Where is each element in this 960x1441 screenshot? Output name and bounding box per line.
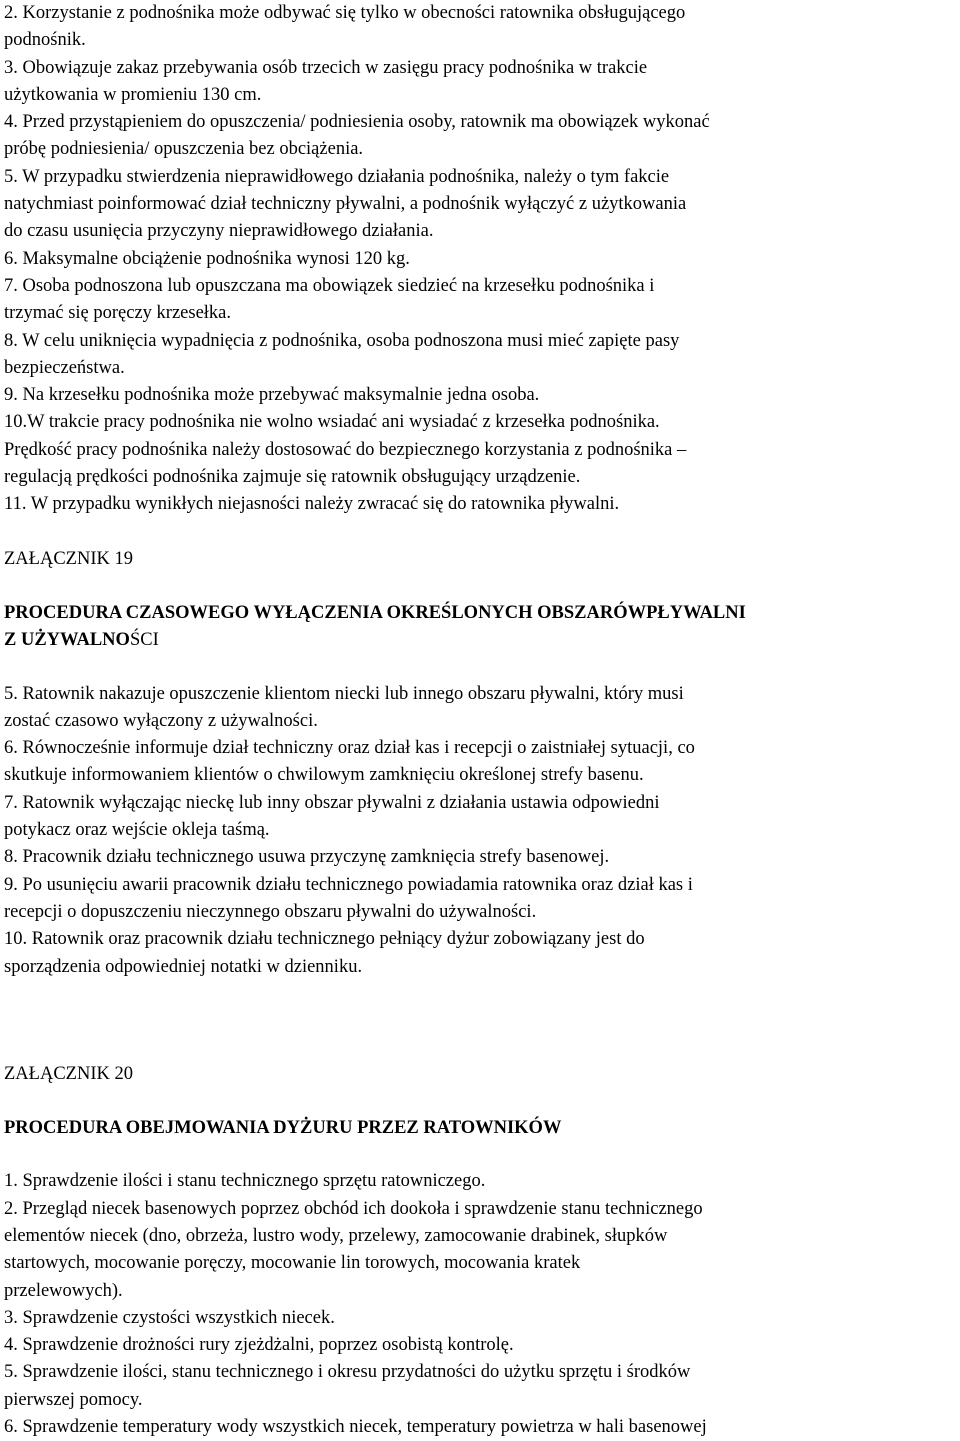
annex-19-title <box>4 600 960 655</box>
list-item: 1. Sprawdzenie ilości i stanu technicznego sprzętu ratowniczego. <box>4 1171 486 1192</box>
list-item: 7. Osoba podnoszona lub opuszczana ma obowiązek siedzieć na krzesełku podnośnika i trzymać się poręczy krzesełka. <box>4 275 655 324</box>
list-item: 7. Ratownik wyłączając nieckę lub inny obszar pływalni z działania ustawia odpowiedni potykacz oraz wejście okleja taśmą. <box>4 792 660 841</box>
list-item: 6. Równocześnie informuje dział techniczny oraz dział kas i recepcji o zaistniałej sytuacji, co skutkuje informowaniem klientów o chwilowym zamknięciu określonej strefy basenu. <box>4 738 695 786</box>
list-item: 6. Sprawdzenie temperatury wody wszystkich niecek, temperatury powietrza w hali basenowej <box>4 1417 707 1438</box>
spacer <box>4 1142 960 1168</box>
list-item: 5. Sprawdzenie ilości, stanu technicznego i okresu przydatności do użytku sprzętu i środków pierwszej pomocy. <box>4 1362 691 1410</box>
spacer <box>4 1088 960 1115</box>
list-item: 2. Korzystanie z podnośnika może odbywać się tylko w obecności ratownika obsługującego podnośnik. <box>4 3 686 51</box>
list-item: 10. Ratownik oraz pracownik działu technicznego pełniący dyżur zobowiązany jest do sporządzenia odpowiedniej notatki w dzienniku. <box>4 929 645 977</box>
list-item: 3. Sprawdzenie czystości wszystkich niecek. <box>4 1307 335 1328</box>
lift-rules-list <box>4 0 960 519</box>
annex-20-title-bold: PROCEDURA OBEJMOWANIA DYŻURU PRZEZ RATOWNIKÓW <box>4 1118 562 1139</box>
list-item: 11. W przypadku wynikłych niejasności należy zwracać się do ratownika pływalni. <box>4 494 620 515</box>
list-item: 4. Przed przystąpieniem do opuszczenia/ podniesienia osoby, ratownik ma obowiązek wykonać próbę podniesienia/ opuszczenia bez obciążenia. <box>4 112 710 160</box>
list-item: 9. Po usunięciu awarii pracownik działu technicznego powiadamia ratownika oraz dział kas i recepcji o dopuszczeniu nieczynnego obszaru pływalni do używalności. <box>4 874 693 922</box>
annex-20-title <box>4 1115 960 1142</box>
annex-19-list <box>4 681 960 981</box>
annex-20-label: ZAŁĄCZNIK 20 <box>4 1063 133 1084</box>
list-item: 9. Na krzesełku podnośnika może przebywać maksymalnie jedna osoba. <box>4 385 540 406</box>
annex-19-title-rest: ŚCI <box>129 630 159 651</box>
list-item: 8. Pracownik działu technicznego usuwa przyczynę zamknięcia strefy basenowej. <box>4 847 610 868</box>
spacer <box>4 519 960 546</box>
list-item: 4. Sprawdzenie drożności rury zjeżdżalni, poprzez osobistą kontrolę. <box>4 1335 514 1356</box>
document-page <box>4 0 960 1441</box>
list-item: 8. W celu uniknięcia wypadnięcia z podnośnika, osoba podnoszona musi mieć zapięte pasy bezpieczeństwa. <box>4 330 680 378</box>
annex-19-title-bold: PROCEDURA CZASOWEGO WYŁĄCZENIA OKREŚLONYCH OBSZARÓWPŁYWALNI Z UŻYWALNO <box>4 602 746 651</box>
list-item: 5. W przypadku stwierdzenia nieprawidłowego działania podnośnika, należy o tym fakcie natychmiast poinformować dział techniczny pływalni, a podnośnik wyłączyć z użytkowania do czasu usunięcia przyczyny nieprawidłowego działania. <box>4 166 687 242</box>
list-item: 10.W trakcie pracy podnośnika nie wolno wsiadać ani wysiadać z krzesełka podnośnika. Prędkość pracy podnośnika należy dostosować do bezpiecznego korzystania z podnośnika – regulacją prędkości podnośnika zajmuje się ratownik obsługujący urządzenie. <box>4 412 687 488</box>
annex-19-label: ZAŁĄCZNIK 19 <box>4 548 133 569</box>
list-item: 3. Obowiązuje zakaz przebywania osób trzecich w zasięgu pracy podnośnika w trakcie użytkowania w promieniu 130 cm. <box>4 57 648 105</box>
list-item: 2. Przegląd niecek basenowych poprzez obchód ich dookoła i sprawdzenie stanu technicznego elementów niecek (dno, obrzeża, lustro wody, przelewy, zamocowanie drabinek, słupków startowych, mocowanie poręczy, mocowanie lin torowych, mocowania kratek przelewowych). <box>4 1198 703 1301</box>
spacer <box>4 573 960 600</box>
list-item: 6. Maksymalne obciążenie podnośnika wynosi 120 kg. <box>4 248 410 269</box>
spacer <box>4 981 960 1061</box>
list-item: 5. Ratownik nakazuje opuszczenie klientom niecki lub innego obszaru pływalni, który musi zostać czasowo wyłączony z używalności. <box>4 683 684 731</box>
spacer <box>4 655 960 681</box>
annex-20-list <box>4 1168 960 1441</box>
